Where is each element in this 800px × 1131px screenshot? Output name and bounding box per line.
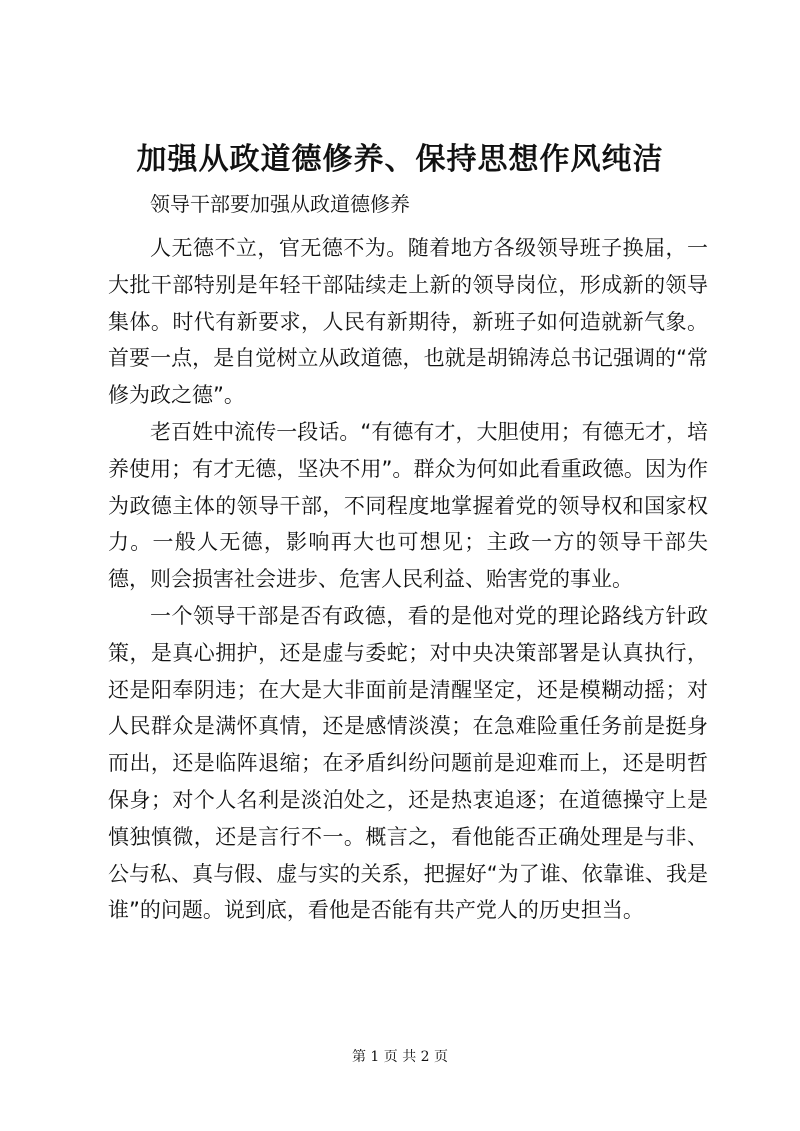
document-title: 加强从政道德修养、保持思想作风纯洁 — [136, 142, 664, 177]
page-footer: 第 1 页 共 2 页 — [351, 1049, 449, 1065]
paragraph-1: 人无德不立，官无德不为。随着地方各级领导班子换届，一大批干部特别是年轻干部陆续走上新的领导岗位，形成新的领导集体。时代有新要求，人民有新期待，新班子如何造就新气象。首要一点，是自觉树立从政道德，也就是胡锦涛总书记强调的“常修为政之德”。 — [108, 236, 708, 408]
paragraph-3: 一个领导干部是否有政德，看的是他对党的理论路线方针政策，是真心拥护，还是虚与委蛇；对中央决策部署是认真执行，还是阳奉阴违；在大是大非面前是清醒坚定，还是模糊动摇；对人民群众是满怀真情，还是感情淡漠；在急难险重任务前是挺身而出，还是临阵退缩；在矛盾纠纷问题前是迎难而上，还是明哲保身；对个人名利是淡泊处之，还是热衷追逐；在道德操守上是慎独慎微，还是言行不一。概言之，看他能否正确处理是与非、公与私、真与假、虚与实的关系，把握好“为了谁、依靠谁、我是谁”的问题。说到底，看他是否能有共产党人的历史担当。 — [108, 603, 708, 923]
document-subtitle: 领导干部要加强从政道德修养 — [150, 192, 410, 216]
document-body — [108, 230, 708, 929]
paragraph-2: 老百姓中流传一段话。“有德有才，大胆使用；有德无才，培养使用；有才无德，坚决不用”。群众为何如此看重政德。因为作为政德主体的领导干部，不同程度地掌握着党的领导权和国家权力。一般人无德，影响再大也可想见；主政一方的领导干部失德，则会损害社会进步、危害人民利益、贻害党的事业。 — [108, 419, 708, 592]
